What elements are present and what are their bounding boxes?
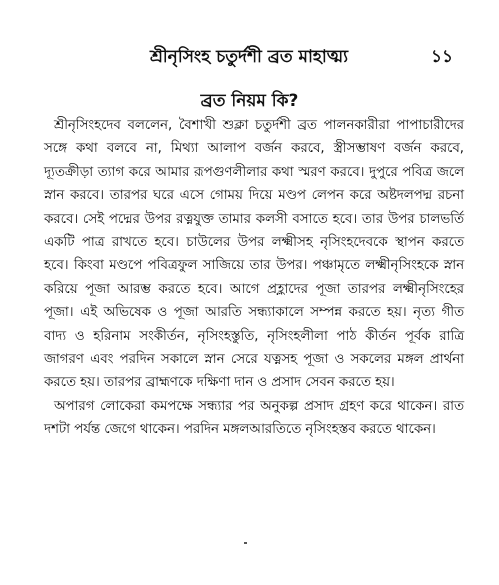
- paragraph-1: শ্রীনৃসিংহদেব বললেন, বৈশাখী শুক্লা চতুর্দশী ব্রত পালনকারীরা পাপাচারীদের সঙ্গে কথা বলবে না, মিথ্যা আলাপ বর্জন করবে, স্ত্রীসম্ভাষণ বর্জন করবে, দ্যূতক্রীড়া ত্যাগ করে আমার রূপগুণলীলার কথা স্মরণ করবে। দুপুরে পবিত্র জলে স্নান করবে। তারপর ঘরে এসে গোময় দিয়ে মণ্ডপ লেপন করে অষ্টদলপদ্ম রচনা করবে। সেই পদ্মের উপর রত্নযুক্ত তামার কলসী বসাতে হবে। তার উপর চালভর্তি একটি পাত্র রাখতে হবে। চাউলের উপর লক্ষ্মীসহ নৃসিংহদেবকে স্থাপন করতে হবে। কিংবা মণ্ডপে পবিত্রফুল সাজিয়ে তার উপর। পঞ্চামৃতে লক্ষ্মীনৃসিংহকে স্নান করিয়ে পূজা আরম্ভ করতে হবে। আগে প্রহ্লাদের পূজা তারপর লক্ষ্মীনৃসিংহের পূজা। এই অভিষেক ও পূজা আরতি সন্ধ্যাকালে সম্পন্ন করতে হয়। নৃত্য গীত বাদ্য ও হরিনাম সংকীর্তন, নৃসিংহস্তুতি, নৃসিংহলীলা পাঠ কীর্তন পূর্বক রাত্রি জাগরণ এবং পরদিন সকালে স্নান সেরে যত্নসহ পূজা ও সকলের মঙ্গল প্রার্থনা করতে হয়। তারপর ব্রাহ্মণকে দক্ষিণা দান ও প্রসাদ সেবন করতে হয়।: [44, 118, 464, 391]
- paragraph-2: অপারগ লোকেরা কমপক্ষে সন্ধ্যার পর অনুকল্প প্রসাদ গ্রহণ করে থাকেন। রাত দশটা পর্যন্ত জেগে থাকেন। পরদিন মঙ্গলআরতিতে নৃসিংহস্তব করতে থাকেন।: [44, 398, 464, 438]
- section-heading: ব্রত নিয়ম কি?: [200, 91, 299, 111]
- print-speck: [244, 542, 247, 544]
- running-header-title: শ্রীনৃসিংহ চতুর্দশী ব্রত মাহাত্ম্য: [150, 47, 349, 67]
- page-number: ১১: [430, 47, 453, 67]
- body-text: [44, 114, 464, 442]
